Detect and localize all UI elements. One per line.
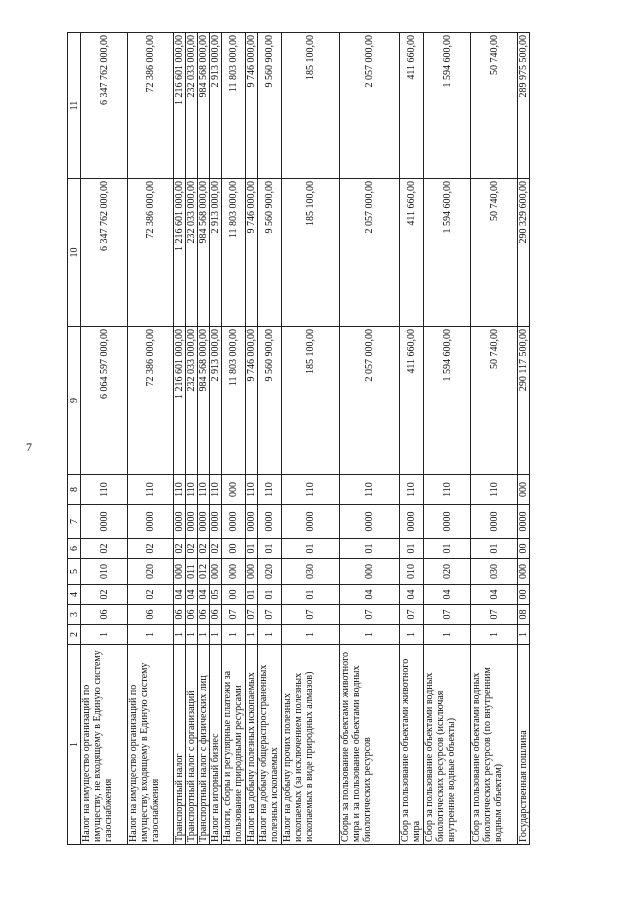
amount-cell: 9 560 900,00 <box>258 327 282 475</box>
code-cell: 1 <box>282 625 340 645</box>
code-cell: 0000 <box>81 505 128 539</box>
code-cell: 000 <box>174 559 186 585</box>
table-row <box>174 33 186 845</box>
amount-cell: 185 100,00 <box>282 33 340 179</box>
column-header: 11 <box>68 33 81 179</box>
amount-cell: 2 057 000,00 <box>340 327 400 475</box>
column-header: 2 <box>68 625 81 645</box>
amount-cell: 6 064 597 000,00 <box>81 327 128 475</box>
code-cell: 00 <box>222 585 246 605</box>
code-cell: 07 <box>222 605 246 625</box>
code-cell: 00 <box>518 539 530 559</box>
code-cell: 06 <box>128 605 174 625</box>
code-cell: 01 <box>246 585 258 605</box>
amount-cell: 9 746 000,00 <box>246 179 258 327</box>
table-row <box>246 33 258 845</box>
code-cell: 02 <box>186 539 198 559</box>
code-cell: 000 <box>222 475 246 505</box>
amount-cell: 9 560 900,00 <box>258 179 282 327</box>
table-row <box>81 33 128 845</box>
budget-table <box>67 32 530 845</box>
row-name-cell: Налог на добычу прочих полезных ископаемых (за исключением полезных ископаемых в виде природных алмазов) <box>282 645 340 845</box>
row-name-cell: Сборы за пользование объектами животного мира и за пользование объектами водных биологических ресурсов <box>340 645 400 845</box>
code-cell: 110 <box>81 475 128 505</box>
amount-cell: 290 329 600,00 <box>518 179 530 327</box>
code-cell: 00 <box>518 585 530 605</box>
code-cell: 1 <box>518 625 530 645</box>
code-cell: 030 <box>471 559 518 585</box>
code-cell: 02 <box>128 539 174 559</box>
code-cell: 01 <box>282 585 340 605</box>
table-row <box>186 33 198 845</box>
amount-cell: 290 117 500,00 <box>518 327 530 475</box>
code-cell: 04 <box>400 585 424 605</box>
amount-cell: 2 913 000,00 <box>210 327 222 475</box>
table-row <box>518 33 530 845</box>
code-cell: 01 <box>471 539 518 559</box>
amount-cell: 289 975 500,00 <box>518 33 530 179</box>
code-cell: 1 <box>186 625 198 645</box>
amount-cell: 1 216 601 000,00 <box>174 179 186 327</box>
table-row <box>210 33 222 845</box>
row-name-cell: Налоги, сборы и регулярные платежи за пользование природными ресурсами <box>222 645 246 845</box>
header-row <box>68 33 81 845</box>
code-cell: 110 <box>282 475 340 505</box>
code-cell: 0000 <box>282 505 340 539</box>
table-body <box>81 33 530 845</box>
code-cell: 1 <box>246 625 258 645</box>
amount-cell: 984 568 000,00 <box>198 33 210 179</box>
code-cell: 000 <box>210 559 222 585</box>
code-cell: 110 <box>400 475 424 505</box>
column-header: 7 <box>68 505 81 539</box>
code-cell: 04 <box>471 585 518 605</box>
row-name-cell: Сбор за пользование объектами водных биологических ресурсов (по внутренним водным объектам) <box>471 645 518 845</box>
row-name-cell: Сбор за пользование объектами водных биологических ресурсов (исключая внутренние водные объекты) <box>424 645 471 845</box>
amount-cell: 50 740,00 <box>471 327 518 475</box>
code-cell: 110 <box>258 475 282 505</box>
code-cell: 020 <box>424 559 471 585</box>
code-cell: 01 <box>340 539 400 559</box>
code-cell: 02 <box>81 539 128 559</box>
column-header: 9 <box>68 327 81 475</box>
code-cell: 07 <box>282 605 340 625</box>
amount-cell: 6 347 762 000,00 <box>81 33 128 179</box>
amount-cell: 50 740,00 <box>471 33 518 179</box>
code-cell: 1 <box>128 625 174 645</box>
code-cell: 04 <box>340 585 400 605</box>
code-cell: 06 <box>198 605 210 625</box>
code-cell: 02 <box>198 539 210 559</box>
amount-cell: 2 057 000,00 <box>340 33 400 179</box>
code-cell: 1 <box>222 625 246 645</box>
amount-cell: 984 568 000,00 <box>198 327 210 475</box>
amount-cell: 2 057 000,00 <box>340 179 400 327</box>
code-cell: 010 <box>81 559 128 585</box>
code-cell: 06 <box>210 605 222 625</box>
amount-cell: 185 100,00 <box>282 327 340 475</box>
code-cell: 0000 <box>222 505 246 539</box>
code-cell: 0000 <box>198 505 210 539</box>
amount-cell: 9 560 900,00 <box>258 33 282 179</box>
code-cell: 01 <box>246 539 258 559</box>
column-header: 5 <box>68 559 81 585</box>
code-cell: 000 <box>518 475 530 505</box>
code-cell: 07 <box>258 605 282 625</box>
table-row <box>340 33 400 845</box>
code-cell: 01 <box>258 585 282 605</box>
amount-cell: 185 100,00 <box>282 179 340 327</box>
code-cell: 1 <box>400 625 424 645</box>
code-cell: 07 <box>424 605 471 625</box>
code-cell: 110 <box>198 475 210 505</box>
row-name-cell: Налог на игорный бизнес <box>210 645 222 845</box>
amount-cell: 1 594 600,00 <box>424 327 471 475</box>
code-cell: 02 <box>174 539 186 559</box>
amount-cell: 411 660,00 <box>400 33 424 179</box>
code-cell: 0000 <box>128 505 174 539</box>
code-cell: 110 <box>340 475 400 505</box>
code-cell: 110 <box>210 475 222 505</box>
code-cell: 0000 <box>518 505 530 539</box>
table-row <box>471 33 518 845</box>
code-cell: 01 <box>282 539 340 559</box>
code-cell: 011 <box>186 559 198 585</box>
row-name-cell: Налог на добычу полезных ископаемых <box>246 645 258 845</box>
code-cell: 110 <box>424 475 471 505</box>
amount-cell: 232 033 000,00 <box>186 327 198 475</box>
table-row <box>128 33 174 845</box>
code-cell: 000 <box>246 559 258 585</box>
code-cell: 06 <box>81 605 128 625</box>
code-cell: 07 <box>246 605 258 625</box>
row-name-cell: Налог на имущество организаций по имуществу, не входящему в Единую систему газоснабжения <box>81 645 128 845</box>
code-cell: 0000 <box>258 505 282 539</box>
code-cell: 000 <box>340 559 400 585</box>
amount-cell: 1 216 601 000,00 <box>174 33 186 179</box>
amount-cell: 11 803 000,00 <box>222 179 246 327</box>
amount-cell: 11 803 000,00 <box>222 327 246 475</box>
code-cell: 000 <box>518 559 530 585</box>
amount-cell: 6 347 762 000,00 <box>81 179 128 327</box>
amount-cell: 232 033 000,00 <box>186 33 198 179</box>
code-cell: 1 <box>340 625 400 645</box>
row-name-cell: Сбор за пользование объектами животного мира <box>400 645 424 845</box>
column-header: 6 <box>68 539 81 559</box>
code-cell: 000 <box>222 559 246 585</box>
amount-cell: 411 660,00 <box>400 179 424 327</box>
code-cell: 0000 <box>400 505 424 539</box>
code-cell: 1 <box>471 625 518 645</box>
code-cell: 04 <box>424 585 471 605</box>
code-cell: 08 <box>518 605 530 625</box>
code-cell: 01 <box>400 539 424 559</box>
table-row <box>222 33 246 845</box>
code-cell: 0000 <box>340 505 400 539</box>
amount-cell: 50 740,00 <box>471 179 518 327</box>
code-cell: 110 <box>186 475 198 505</box>
amount-cell: 1 216 601 000,00 <box>174 327 186 475</box>
row-name-cell: Транспортный налог с организаций <box>186 645 198 845</box>
table-row <box>198 33 210 845</box>
row-name-cell: Транспортный налог <box>174 645 186 845</box>
amount-cell: 9 746 000,00 <box>246 33 258 179</box>
amount-cell: 411 660,00 <box>400 327 424 475</box>
budget-table-container <box>67 33 599 845</box>
code-cell: 012 <box>198 559 210 585</box>
code-cell: 020 <box>128 559 174 585</box>
amount-cell: 9 746 000,00 <box>246 327 258 475</box>
amount-cell: 72 386 000,00 <box>128 33 174 179</box>
row-name-cell: Транспортный налог с физических лиц <box>198 645 210 845</box>
code-cell: 04 <box>198 585 210 605</box>
amount-cell: 1 594 600,00 <box>424 33 471 179</box>
code-cell: 1 <box>198 625 210 645</box>
row-name-cell: Налог на имущество организаций по имуществу, входящему в Единую систему газоснабжения <box>128 645 174 845</box>
amount-cell: 72 386 000,00 <box>128 179 174 327</box>
amount-cell: 1 594 600,00 <box>424 179 471 327</box>
column-header: 1 <box>68 645 81 845</box>
code-cell: 0000 <box>246 505 258 539</box>
code-cell: 06 <box>186 605 198 625</box>
amount-cell: 11 803 000,00 <box>222 33 246 179</box>
code-cell: 07 <box>471 605 518 625</box>
code-cell: 02 <box>210 539 222 559</box>
table-row <box>282 33 340 845</box>
column-header: 10 <box>68 179 81 327</box>
code-cell: 110 <box>471 475 518 505</box>
page-number: 7 <box>26 440 32 454</box>
code-cell: 06 <box>174 605 186 625</box>
column-header: 8 <box>68 475 81 505</box>
code-cell: 0000 <box>174 505 186 539</box>
code-cell: 110 <box>246 475 258 505</box>
code-cell: 07 <box>400 605 424 625</box>
column-header: 3 <box>68 605 81 625</box>
table-row <box>258 33 282 845</box>
code-cell: 02 <box>128 585 174 605</box>
table-row <box>424 33 471 845</box>
code-cell: 1 <box>258 625 282 645</box>
code-cell: 0000 <box>424 505 471 539</box>
code-cell: 110 <box>174 475 186 505</box>
code-cell: 1 <box>210 625 222 645</box>
code-cell: 04 <box>186 585 198 605</box>
code-cell: 07 <box>340 605 400 625</box>
row-name-cell: Налог на добычу общераспространенных полезных ископаемых <box>258 645 282 845</box>
code-cell: 04 <box>174 585 186 605</box>
amount-cell: 984 568 000,00 <box>198 179 210 327</box>
code-cell: 110 <box>128 475 174 505</box>
amount-cell: 2 913 000,00 <box>210 33 222 179</box>
row-name-cell: Государственная пошлина <box>518 645 530 845</box>
amount-cell: 2 913 000,00 <box>210 179 222 327</box>
code-cell: 00 <box>222 539 246 559</box>
code-cell: 0000 <box>186 505 198 539</box>
code-cell: 020 <box>258 559 282 585</box>
code-cell: 010 <box>400 559 424 585</box>
amount-cell: 72 386 000,00 <box>128 327 174 475</box>
amount-cell: 232 033 000,00 <box>186 179 198 327</box>
code-cell: 01 <box>258 539 282 559</box>
code-cell: 05 <box>210 585 222 605</box>
code-cell: 02 <box>81 585 128 605</box>
code-cell: 0000 <box>471 505 518 539</box>
code-cell: 1 <box>424 625 471 645</box>
column-header: 4 <box>68 585 81 605</box>
code-cell: 1 <box>174 625 186 645</box>
code-cell: 01 <box>424 539 471 559</box>
table-row <box>400 33 424 845</box>
code-cell: 1 <box>81 625 128 645</box>
code-cell: 030 <box>282 559 340 585</box>
code-cell: 0000 <box>210 505 222 539</box>
